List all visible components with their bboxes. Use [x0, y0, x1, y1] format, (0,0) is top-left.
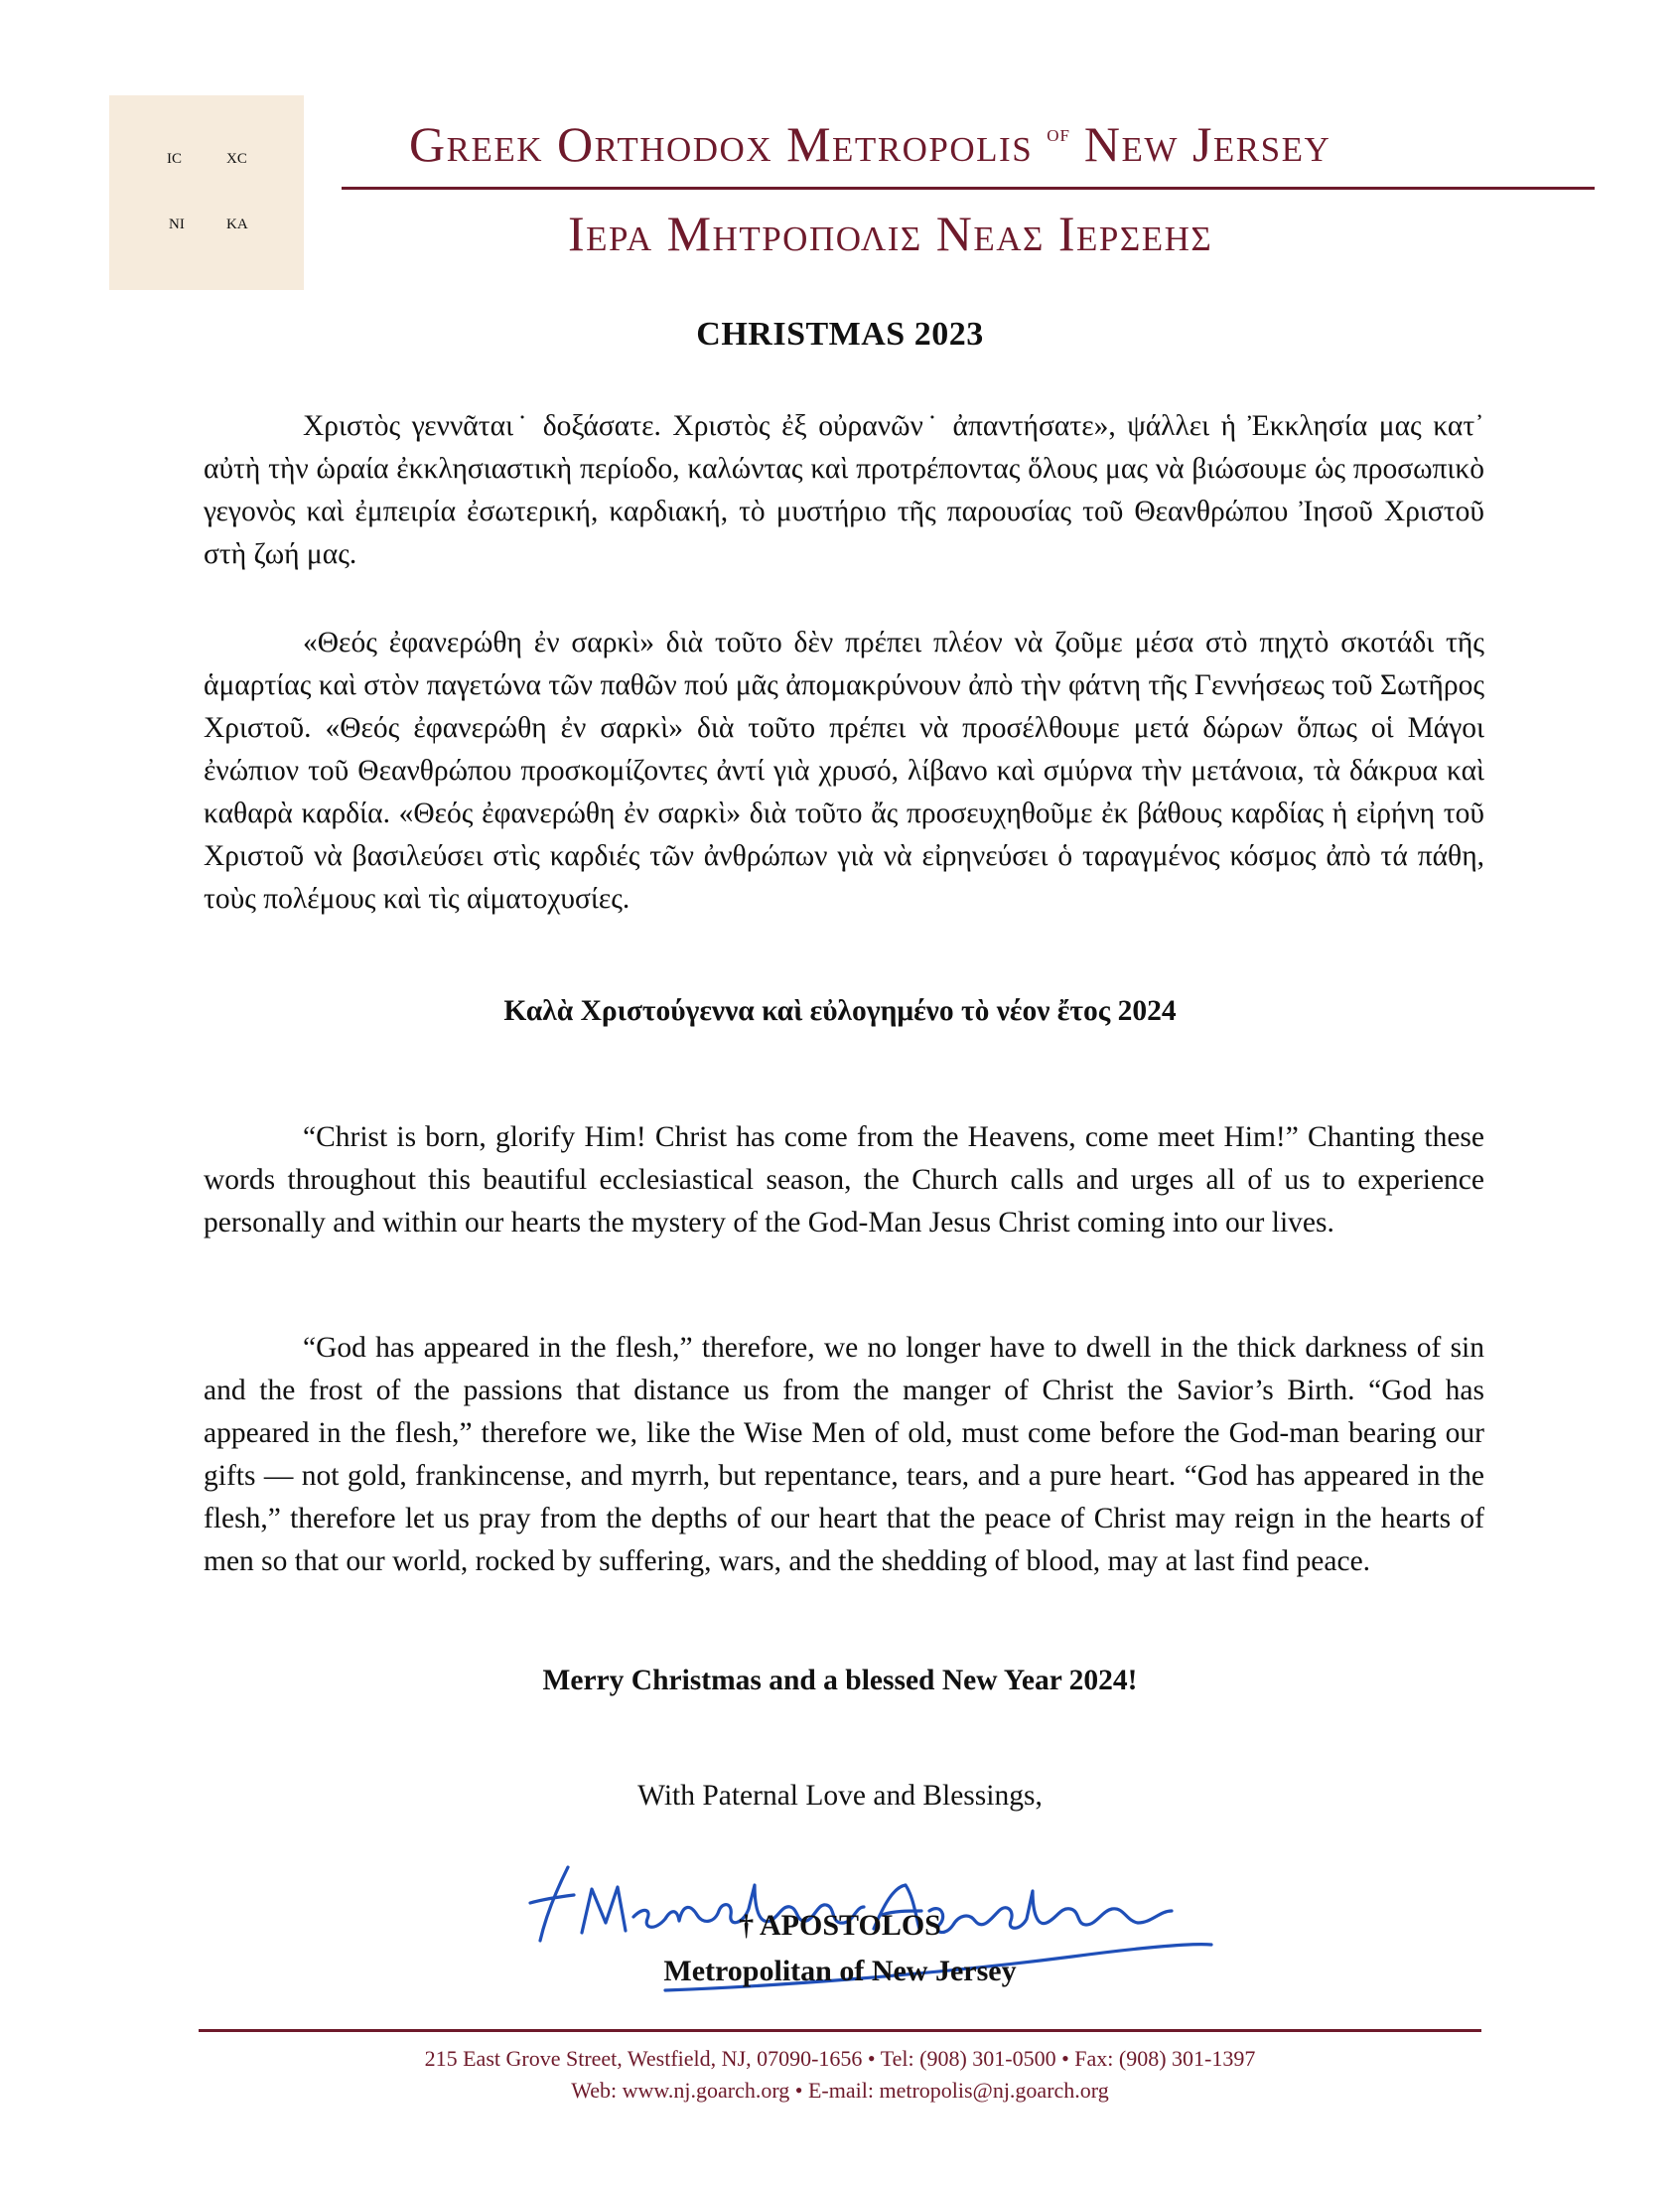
header-english-of: of	[1047, 121, 1070, 147]
seal-xc: XC	[226, 151, 247, 167]
closing-line: With Paternal Love and Blessings,	[637, 1780, 1043, 1812]
greek-paragraph-1: Χριστὸς γεννᾶται˙ δοξάσατε. Χριστὸς ἐξ οὐρανῶν˙ ἀπαντήσατε», ψάλλει ἡ Ἐκκλησία μας κατ᾽ αὐτὴ τὴν ὡραία ἐκκλησιαστικὴ περίοδο, καλώντας καὶ προτρέποντας ὅλους μας νὰ βιώσουμε ὡς προσωπικὸ γεγονὸς καὶ ἐμπειρία ἐσωτερική, καρδιακή, τὸ μυστήριο τῆς παρουσίας τοῦ Θεανθρώπου Ἰησοῦ Χριστοῦ στὴ ζωή μας.	[204, 410, 1484, 570]
footer-address: 215 East Grove Street, Westfield, NJ, 07090-1656 • Tel: (908) 301-0500 • Fax: (908) 301-1397	[424, 2046, 1256, 2071]
footer-web-email: Web: www.nj.goarch.org • E-mail: metropolis@nj.goarch.org	[571, 2078, 1109, 2103]
header-divider	[342, 187, 1595, 190]
seal-ka: KA	[226, 217, 248, 232]
header-english-pre: Greek Orthodox Metropolis	[409, 116, 1034, 172]
seal-ni: NI	[169, 217, 185, 232]
header-english	[409, 115, 1521, 173]
english-greeting: Merry Christmas and a blessed New Year 2024!	[542, 1665, 1138, 1696]
seal-ic: IC	[167, 151, 182, 167]
greek-paragraph-2: «Θεός ἐφανερώθη ἐν σαρκὶ» διὰ τοῦτο δὲν πρέπει πλέον νὰ ζοῦμε μέσα στὸ πηχτὸ σκοτάδι τῆς ἁμαρτίας καὶ στὸν παγετώνα τῶν παθῶν πού μᾶς ἀπομακρύνουν ἀπὸ τὴν φάτνη τῆς Γεννήσεως τοῦ Σωτῆρος Χριστοῦ. «Θεός ἐφανερώθη ἐν σαρκὶ» διὰ τοῦτο πρέπει νὰ προσέλθουμε μετά δώρων ὅπως οἱ Μάγοι ἐνώπιον τοῦ Θεανθρώπου προσκομίζοντες ἀντί γιὰ χρυσό, λίβανο καὶ σμύρνα τὴν μετάνοια, τὰ δάκρυα καὶ καθαρὰ καρδία. «Θεός ἐφανερώθη ἐν σαρκὶ» διὰ τοῦτο ἄς προσευχηθοῦμε ἐκ βάθους καρδίας ἡ εἰρήνη τοῦ Χριστοῦ νὰ βασιλεύσει στὶς καρδιές τῶν ἀνθρώπων γιὰ νὰ εἰρηνεύσει ὁ ταραγμένος κόσμος ἀπὸ τά πάθη, τοὺς πολέμους καὶ τὶς αἱματοχυσίες.	[204, 627, 1484, 915]
footer-divider	[199, 2029, 1481, 2032]
signatory-name: † APOSTOLOS	[739, 1909, 941, 1942]
english-paragraph-1: “Christ is born, glorify Him! Christ has come from the Heavens, come meet Him!” Chanting these words throughout this beautiful ecclesiastical season, the Church calls and urges all of us to experience personally and within our hearts the mystery of the God-Man Jesus Christ coming into our lives.	[204, 1121, 1484, 1238]
header-english-post: New Jersey	[1083, 116, 1331, 172]
header-greek: Ιερα Μητροπολις Νεας Ιερσεης	[568, 206, 1213, 261]
letter-title: CHRISTMAS 2023	[696, 316, 984, 353]
signatory-title: Metropolitan of New Jersey	[663, 1955, 1017, 1987]
greek-greeting: Καλὰ Χριστούγεννα καὶ εὐλογημένο τὸ νέον ἔτος 2024	[503, 995, 1177, 1027]
english-paragraph-2: “God has appeared in the flesh,” therefore, we no longer have to dwell in the thick darkness of sin and the frost of the passions that distance us from the manger of Christ the Savior’s Birth. “God has appeared in the flesh,” therefore we, like the Wise Men of old, must come before the God-man bearing our gifts — not gold, frankincense, and myrrh, but repentance, tears, and a pure heart. “God has appeared in the flesh,” therefore let us pray from the depths of our heart that the peace of Christ may reign in the hearts of men so that our world, rocked by suffering, wars, and the shedding of blood, may at last find peace.	[204, 1332, 1484, 1577]
metropolis-seal-logo	[109, 95, 304, 290]
